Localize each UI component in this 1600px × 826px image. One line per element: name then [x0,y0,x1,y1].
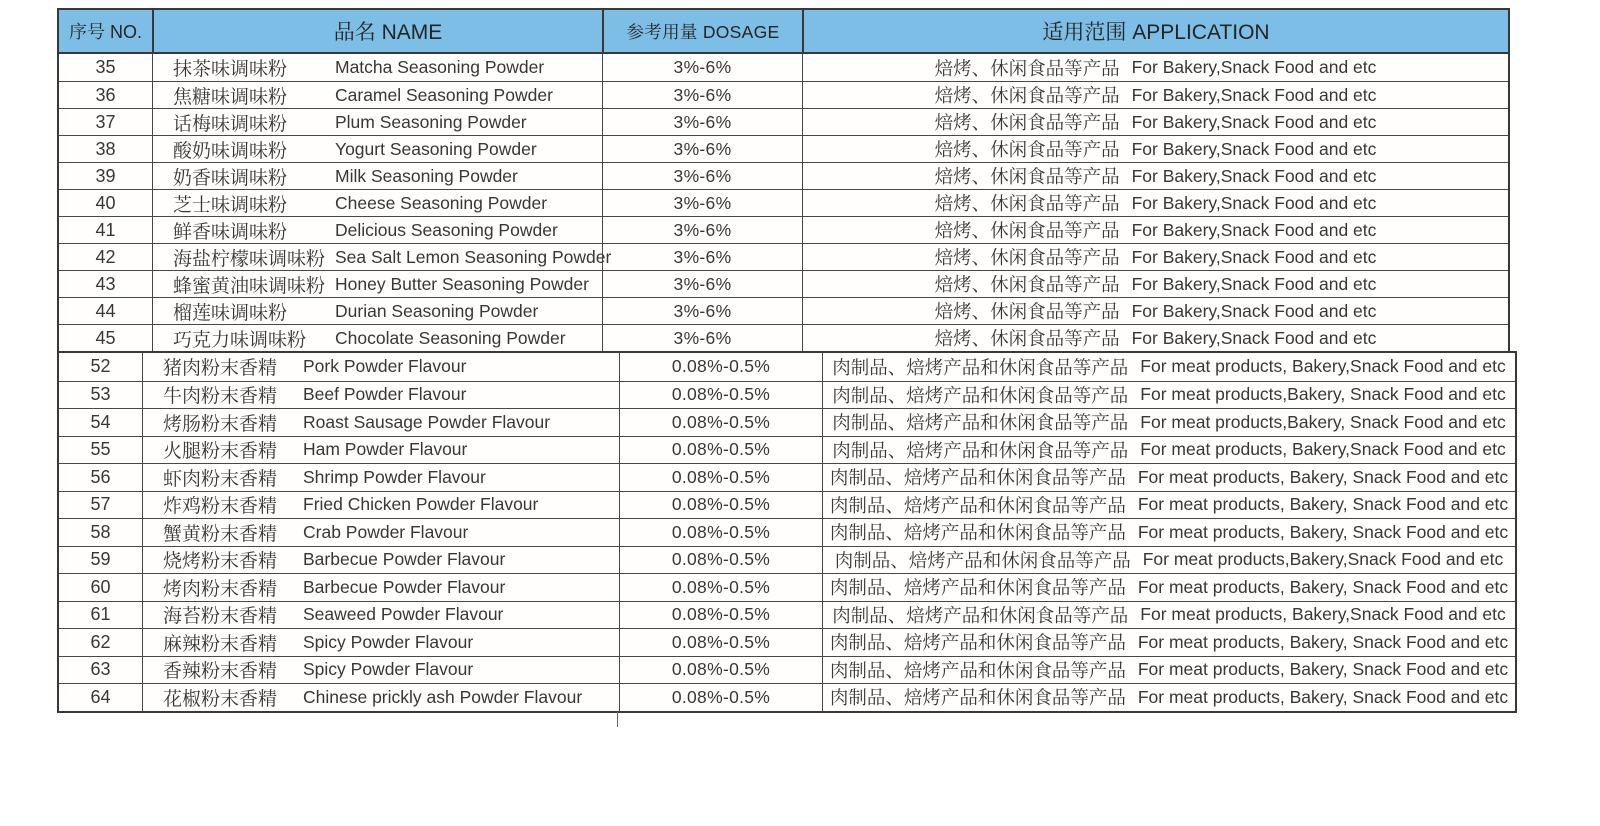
application-cn: 肉制品、焙烤产品和休闲食品等产品 [829,577,1126,599]
dosage-cell: 3%-6% [602,190,802,216]
product-name-en: Cheese Seasoning Powder [335,192,548,213]
table-row [59,108,1508,135]
product-name-cell [142,574,619,601]
application-cn: 焙烤、休闲食品等产品 [934,166,1120,187]
product-name-cell [152,136,602,162]
application-en: For meat products, Bakery, Snack Food and etc [1137,521,1509,542]
table-row [59,573,1515,601]
row-number: 64 [90,686,111,707]
application-en: For meat products, Bakery, Snack Food and etc [1137,494,1509,515]
application-en: For meat products, Bakery, Snack Food and etc [1137,659,1509,680]
dosage-cell: 0.08%-0.5% [619,629,822,656]
table-row [59,135,1508,162]
row-number: 55 [90,439,111,460]
application-en: For Bakery,Snack Food and etc [1131,273,1377,294]
powder-flavour-rows [59,353,1515,711]
table-row [59,601,1515,629]
seasoning-powder-rows [59,54,1508,351]
application-cn: 肉制品、焙烤产品和休闲食品等产品 [829,632,1126,654]
product-name-cn: 猪肉粉末香精 [163,358,278,380]
powder-flavour-table [57,351,1517,713]
product-name-en: Honey Butter Seasoning Powder [335,273,589,294]
table-row [59,297,1508,324]
product-name-cell [142,684,619,711]
product-name-cn: 海苔粉末香精 [163,606,278,628]
row-number: 41 [95,219,116,240]
product-name-cn: 花椒粉末香精 [163,688,278,710]
product-name-en: Caramel Seasoning Powder [335,84,553,105]
application-en: For Bakery,Snack Food and etc [1131,138,1377,159]
product-name-en: Chocolate Seasoning Powder [335,327,566,348]
application-cn: 焙烤、休闲食品等产品 [934,112,1120,133]
dosage-cell: 3%-6% [602,217,802,243]
application-cn: 焙烤、休闲食品等产品 [934,220,1120,241]
header-application: 适用范围 APPLICATION [802,10,1508,52]
row-number: 62 [90,631,111,652]
table-row [59,81,1508,108]
application-cn: 焙烤、休闲食品等产品 [934,57,1120,79]
application-cell [802,271,1508,297]
dosage-cell: 0.08%-0.5% [619,547,822,574]
application-en: For Bakery,Snack Food and etc [1131,192,1377,213]
product-name-en: Milk Seasoning Powder [335,165,518,186]
dosage-cell: 3%-6% [602,271,802,297]
product-name-en: Shrimp Powder Flavour [303,466,486,487]
product-name-cell [142,382,619,409]
dosage-cell: 0.08%-0.5% [619,574,822,601]
product-name-en: Barbecue Powder Flavour [303,576,506,597]
product-name-cell [142,353,619,381]
header-name: 品名 NAME [152,10,602,52]
application-cell [822,657,1515,684]
row-number: 52 [90,356,111,377]
product-name-cell [152,190,602,216]
row-number: 45 [95,327,116,348]
column-divider-artifact [617,712,618,727]
product-name-cn: 炸鸡粉末香精 [163,496,278,518]
product-name-en: Beef Powder Flavour [303,384,467,405]
dosage-cell: 3%-6% [602,325,802,351]
product-name-cn: 焦糖味调味粉 [173,86,288,108]
product-name-en: Chinese prickly ash Powder Flavour [303,686,583,707]
header-dosage: 参考用量 DOSAGE [602,10,802,52]
application-cn: 焙烤、休闲食品等产品 [934,301,1120,322]
product-name-en: Delicious Seasoning Powder [335,219,558,240]
row-number: 53 [90,384,111,405]
application-en: For Bakery,Snack Food and etc [1131,300,1377,321]
product-name-cn: 麻辣粉末香精 [163,633,278,655]
row-number: 63 [90,659,111,680]
product-catalog-sheet [57,8,1517,713]
product-name-cell [152,244,612,270]
product-name-en: Seaweed Powder Flavour [303,604,504,625]
application-cell [822,382,1515,409]
table-row [59,216,1508,243]
application-cell [822,602,1515,629]
product-name-cn: 烤肠粉末香精 [163,413,278,435]
application-cn: 肉制品、焙烤产品和休闲食品等产品 [829,659,1126,681]
application-en: For Bakery,Snack Food and etc [1131,111,1377,132]
application-en: For Bakery,Snack Food and etc [1131,57,1377,77]
table-row [59,491,1515,519]
table-row [59,353,1515,381]
table-row [59,162,1508,189]
dosage-cell: 0.08%-0.5% [619,602,822,629]
product-name-en: Roast Sausage Powder Flavour [303,411,551,432]
table-row [59,270,1508,297]
product-name-en: Crab Powder Flavour [303,521,469,542]
row-number: 60 [90,576,111,597]
application-cn: 焙烤、休闲食品等产品 [934,85,1120,106]
product-name-cn: 虾肉粉末香精 [163,468,278,490]
table-row [59,408,1515,436]
application-en: For Bakery,Snack Food and etc [1131,219,1377,240]
product-name-cell [142,629,619,656]
application-cell [822,353,1515,381]
application-cell [802,109,1508,135]
product-name-cn: 火腿粉末香精 [163,441,278,463]
product-name-cell [142,602,619,629]
product-name-cell [152,298,602,324]
table-row [59,683,1515,711]
application-en: For meat products, Bakery, Snack Food and etc [1137,576,1509,597]
row-number: 35 [95,57,116,77]
table-row [59,243,1508,270]
product-name-cell [142,464,619,491]
product-name-en: Plum Seasoning Powder [335,111,527,132]
application-cell [822,492,1515,519]
application-cell [802,82,1508,108]
application-cell [822,574,1515,601]
row-number: 54 [90,411,111,432]
application-en: For meat products, Bakery,Snack Food and etc [1140,439,1506,460]
table-row [59,546,1515,574]
application-en: For meat products,Bakery, Snack Food and etc [1140,411,1506,432]
application-en: For Bakery,Snack Food and etc [1131,246,1377,267]
product-name-cn: 牛肉粉末香精 [163,386,278,408]
application-cell [802,244,1508,270]
application-cell [802,163,1508,189]
application-cell [802,298,1508,324]
product-name-en: Fried Chicken Powder Flavour [303,494,539,515]
row-number: 57 [90,494,111,515]
application-cell [802,217,1508,243]
product-name-cn: 海盐柠檬味调味粉 [173,248,326,270]
product-name-cn: 蟹黄粉末香精 [163,523,278,545]
row-number: 58 [90,521,111,542]
seasoning-powder-table [57,8,1510,351]
table-row [59,656,1515,684]
application-cn: 肉制品、焙烤产品和休闲食品等产品 [829,522,1126,544]
product-name-cn: 巧克力味调味粉 [173,329,307,351]
table-header-row [59,10,1508,54]
dosage-cell: 0.08%-0.5% [619,464,822,491]
product-name-cn: 芝士味调味粉 [173,194,288,216]
dosage-cell: 0.08%-0.5% [619,684,822,711]
application-en: For meat products, Bakery,Snack Food and etc [1140,356,1506,377]
row-number: 40 [95,192,116,213]
product-name-cell [152,54,602,81]
row-number: 56 [90,466,111,487]
row-number: 36 [95,84,116,105]
dosage-cell: 3%-6% [602,244,802,270]
application-cell [822,437,1515,464]
table-row [59,628,1515,656]
application-cn: 焙烤、休闲食品等产品 [934,193,1120,214]
application-en: For Bakery,Snack Food and etc [1131,84,1377,105]
dosage-cell: 3%-6% [602,163,802,189]
row-number: 39 [95,165,116,186]
application-cn: 肉制品、焙烤产品和休闲食品等产品 [829,467,1126,489]
application-cell [822,464,1515,491]
table-row [59,463,1515,491]
product-name-cell [142,657,619,684]
application-cn: 肉制品、焙烤产品和休闲食品等产品 [832,604,1129,626]
product-name-cn: 烤肉粉末香精 [163,578,278,600]
product-name-cn: 香辣粉末香精 [163,661,278,683]
product-name-cn: 鲜香味调味粉 [173,221,288,243]
application-cell [822,684,1515,711]
application-cell [822,519,1515,546]
application-cell [822,629,1515,656]
application-en: For meat products, Bakery, Snack Food and etc [1137,631,1509,652]
product-name-cell [142,519,619,546]
product-name-cell [142,547,619,574]
product-name-cell [152,217,602,243]
application-cn: 焙烤、休闲食品等产品 [934,274,1120,295]
application-en: For Bakery,Snack Food and etc [1131,165,1377,186]
product-name-en: Yogurt Seasoning Powder [335,138,537,159]
product-name-cell [152,325,602,351]
application-cn: 肉制品、焙烤产品和休闲食品等产品 [829,687,1126,709]
application-cn: 肉制品、焙烤产品和休闲食品等产品 [832,439,1129,461]
application-en: For meat products,Bakery,Snack Food and etc [1142,549,1504,570]
application-en: For meat products, Bakery, Snack Food and etc [1137,466,1509,487]
row-number: 44 [95,300,116,321]
product-name-en: Matcha Seasoning Powder [335,57,545,77]
application-cell [822,409,1515,436]
row-number: 42 [95,246,116,267]
row-number: 37 [95,111,116,132]
product-name-en: Pork Powder Flavour [303,356,467,377]
dosage-cell: 3%-6% [602,136,802,162]
dosage-cell: 3%-6% [602,82,802,108]
dosage-cell: 0.08%-0.5% [619,519,822,546]
application-en: For Bakery,Snack Food and etc [1131,327,1377,348]
product-name-cell [152,163,602,189]
row-number: 59 [90,549,111,570]
table-row [59,518,1515,546]
dosage-cell: 3%-6% [602,298,802,324]
product-name-cell [152,271,602,297]
dosage-cell: 0.08%-0.5% [619,382,822,409]
application-cn: 肉制品、焙烤产品和休闲食品等产品 [829,494,1126,516]
product-name-cell [142,409,619,436]
header-no: 序号 NO. [68,22,142,42]
application-en: For meat products,Bakery, Snack Food and etc [1140,384,1506,405]
product-name-cn: 榴莲味调味粉 [173,302,288,324]
product-name-cell [142,492,619,519]
row-number: 43 [95,273,116,294]
product-name-en: Sea Salt Lemon Seasoning Powder [335,246,612,267]
application-cell [802,136,1508,162]
product-name-cell [152,109,602,135]
table-row [59,436,1515,464]
application-cn: 肉制品、焙烤产品和休闲食品等产品 [832,356,1129,378]
product-name-cn: 奶香味调味粉 [173,167,288,189]
product-name-cn: 抹茶味调味粉 [173,59,288,80]
dosage-cell: 0.08%-0.5% [619,492,822,519]
product-name-cell [152,82,602,108]
table-row [59,381,1515,409]
product-name-cn: 烧烤粉末香精 [163,551,278,573]
application-cn: 肉制品、焙烤产品和休闲食品等产品 [832,412,1129,434]
dosage-cell: 0.08%-0.5% [619,409,822,436]
product-name-en: Durian Seasoning Powder [335,300,539,321]
product-name-en: Ham Powder Flavour [303,439,468,460]
table-row [59,189,1508,216]
product-name-en: Spicy Powder Flavour [303,631,474,652]
application-en: For meat products, Bakery, Snack Food and etc [1137,686,1509,707]
table-row [59,324,1508,351]
application-en: For meat products, Bakery,Snack Food and etc [1140,604,1506,625]
product-name-cell [142,437,619,464]
application-cn: 焙烤、休闲食品等产品 [934,328,1120,349]
dosage-cell: 3%-6% [602,54,802,81]
product-name-cn: 酸奶味调味粉 [173,140,288,162]
product-name-en: Barbecue Powder Flavour [303,549,506,570]
product-name-en: Spicy Powder Flavour [303,659,474,680]
product-name-cn: 话梅味调味粉 [173,113,288,135]
application-cn: 肉制品、焙烤产品和休闲食品等产品 [834,549,1131,571]
row-number: 38 [95,138,116,159]
application-cell [822,547,1515,574]
dosage-cell: 0.08%-0.5% [619,353,822,381]
application-cn: 焙烤、休闲食品等产品 [934,247,1120,268]
application-cell [802,54,1508,81]
application-cn: 焙烤、休闲食品等产品 [934,139,1120,160]
dosage-cell: 0.08%-0.5% [619,437,822,464]
dosage-cell: 0.08%-0.5% [619,657,822,684]
dosage-cell: 3%-6% [602,109,802,135]
application-cell [802,325,1508,351]
product-name-cn: 蜂蜜黄油味调味粉 [173,275,326,297]
application-cn: 肉制品、焙烤产品和休闲食品等产品 [832,384,1129,406]
table-row [59,54,1508,81]
row-number: 61 [90,604,111,625]
application-cell [802,190,1508,216]
